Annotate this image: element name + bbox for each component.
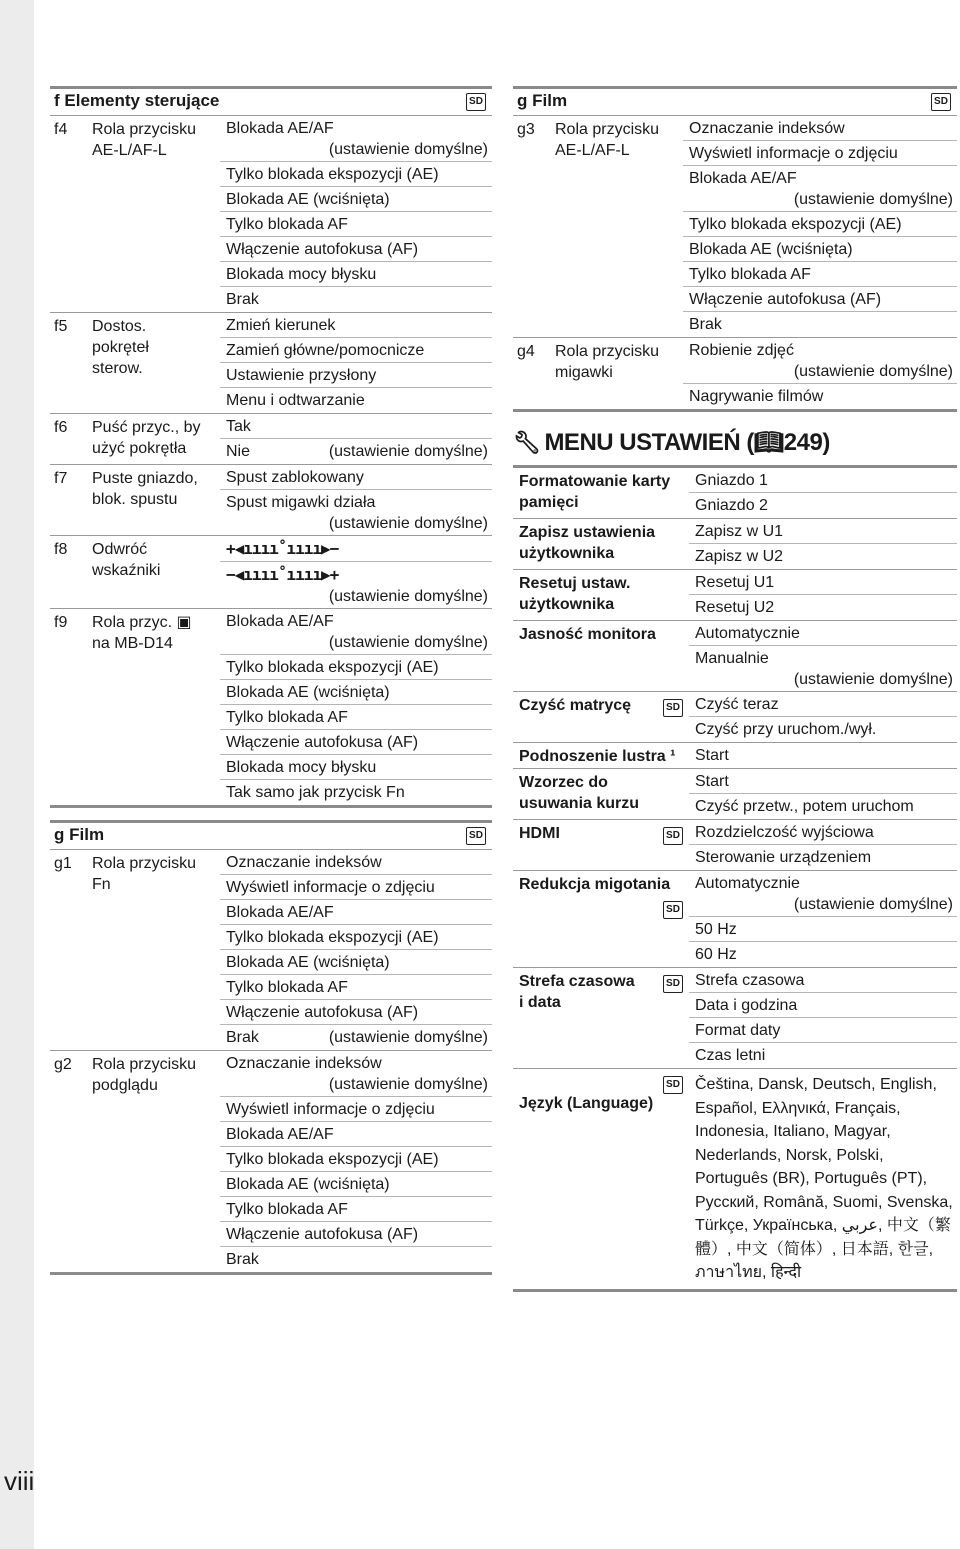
option-label: Nagrywanie filmów (689, 388, 824, 405)
option (689, 1043, 957, 1068)
default-marker: (ustawienie domyślne) (793, 671, 953, 688)
setup-row (513, 743, 957, 769)
option-label: Zapisz w U1 (695, 523, 784, 540)
option-label: Zmień kierunek (226, 317, 336, 334)
option-label: Blokada AE/AF (226, 613, 334, 630)
setting-code: f9 (54, 614, 68, 631)
sd-icon: SD (663, 975, 683, 993)
option-label: 50 Hz (695, 921, 737, 938)
right-column (513, 86, 957, 1292)
option-label: Czyść przy uruchom./wył. (695, 721, 877, 738)
setup-item-label: Formatowanie karty pamięci (519, 473, 671, 511)
setting-label: Odwróć wskaźniki (92, 541, 161, 579)
option-label: Zapisz w U2 (695, 548, 784, 565)
option (689, 743, 957, 768)
setup-item-label: Czyść matrycę SD (513, 692, 689, 742)
language-row (513, 1069, 957, 1292)
setting-code: f4 (54, 121, 68, 138)
option (220, 287, 492, 312)
option (220, 187, 492, 212)
option (220, 1051, 492, 1097)
option-label: Oznaczanie indeksów (226, 854, 382, 871)
setting-row-f6 (50, 414, 492, 465)
option (220, 875, 492, 900)
option-label: Automatycznie (695, 625, 800, 642)
setup-item-label: Strefa czasowa i data SD (513, 968, 689, 1068)
setting-label: Rola przycisku AE-L/AF-L (555, 121, 660, 159)
setup-row (513, 820, 957, 871)
option-label: Czas letni (695, 1047, 766, 1064)
option (220, 414, 492, 439)
option-label: Sterowanie urządzeniem (695, 849, 872, 866)
option (683, 141, 957, 166)
option-label: Włączenie autofokusa (AF) (226, 241, 419, 258)
option (220, 925, 492, 950)
setting-code: g1 (54, 855, 72, 872)
option-label: Start (695, 747, 729, 764)
option-label: Włączenie autofokusa (AF) (226, 1226, 419, 1243)
option (683, 116, 957, 141)
option-label: Blokada AE (wciśnięta) (226, 684, 390, 701)
option-label: Czyść teraz (695, 696, 779, 713)
page-number: viii (4, 1466, 35, 1496)
section-header-f (50, 86, 492, 116)
option (689, 769, 957, 794)
default-marker: (ustawienie domyślne) (328, 1076, 488, 1093)
option (683, 212, 957, 237)
default-marker: (ustawienie domyślne) (328, 634, 488, 651)
setup-item-label: Jasność monitora (519, 626, 656, 643)
default-marker: (ustawienie domyślne) (328, 141, 488, 158)
option-label: Data i godzina (695, 997, 798, 1014)
default-marker: (ustawienie domyślne) (793, 363, 953, 380)
option (220, 950, 492, 975)
option-label: Czyść przetw., potem uruchom (695, 798, 914, 815)
option (220, 536, 492, 562)
option-label: Włączenie autofokusa (AF) (226, 734, 419, 751)
option (683, 312, 957, 337)
option (220, 388, 492, 413)
sd-icon: SD (663, 699, 683, 717)
wrench-icon: 🔧︎ (513, 430, 541, 455)
option-label: Manualnie (695, 650, 769, 667)
option (220, 363, 492, 388)
option-label: Brak (689, 316, 722, 333)
option-label: Resetuj U1 (695, 574, 775, 591)
option (220, 730, 492, 755)
option-label: Tylko blokada AF (689, 266, 811, 283)
option-label: Tylko blokada AF (226, 709, 348, 726)
option (220, 900, 492, 925)
option (220, 755, 492, 780)
option-label: Wyświetl informacje o zdjęciu (226, 879, 435, 896)
option-label: Oznaczanie indeksów (689, 120, 845, 137)
setup-item-label: Redukcja migotania SD (513, 871, 689, 967)
setting-code: g2 (54, 1056, 72, 1073)
option (220, 212, 492, 237)
option-label: Ustawienie przysłony (226, 367, 377, 384)
option (689, 646, 957, 691)
sd-icon: SD (931, 93, 951, 111)
setting-row-f8 (50, 536, 492, 609)
option (220, 975, 492, 1000)
setting-label: Rola przycisku AE-L/AF-L (92, 121, 197, 159)
setup-row (513, 692, 957, 743)
option (689, 519, 957, 544)
option-label: Resetuj U2 (695, 599, 775, 616)
setting-label: Rola przycisku migawki (555, 343, 660, 381)
setting-row-f4 (50, 116, 492, 313)
setup-row (513, 769, 957, 820)
option-label: Gniazdo 1 (695, 472, 768, 489)
option-label: Brak (226, 291, 259, 308)
option-label: Blokada AE (wciśnięta) (689, 241, 853, 258)
option-label: Strefa czasowa (695, 972, 805, 989)
option (683, 237, 957, 262)
language-list: Čeština, Dansk, Deutsch, English, Español, Ελληνικά, Français, Indonesia, Italiano, Magyar, Nederlands, Norsk, Polski, Português (BR), Português (PT), Русский, Română, Suomi, Svenska, Türkçe, Українська, عربي, 中文（繁體）, 中文（简体）, 日本語, 한글, ภาษาไทย, हिन्दी (695, 1076, 953, 1281)
setting-label: Rola przycisku Fn (92, 855, 197, 893)
option (220, 1097, 492, 1122)
option-label: Blokada AE (wciśnięta) (226, 954, 390, 971)
option-label: Tylko blokada ekspozycji (AE) (226, 166, 439, 183)
option (689, 621, 957, 646)
option-label: Blokada AE/AF (689, 170, 797, 187)
option (220, 1247, 492, 1272)
default-marker: (ustawienie domyślne) (328, 443, 488, 460)
option (220, 609, 492, 655)
option (689, 794, 957, 819)
option-label: Tylko blokada ekspozycji (AE) (226, 1151, 439, 1168)
option-label: Włączenie autofokusa (AF) (226, 1004, 419, 1021)
section-f-table (50, 116, 492, 808)
option (689, 845, 957, 870)
default-marker: (ustawienie domyślne) (793, 896, 953, 913)
option (689, 993, 957, 1018)
option (220, 1000, 492, 1025)
setup-item-label: Wzorzec do usuwania kurzu (519, 774, 640, 812)
option-label: Blokada mocy błysku (226, 266, 377, 283)
option (689, 468, 957, 493)
option-label: Wyświetl informacje o zdjęciu (689, 145, 898, 162)
option-label: −◀ıııı˚ıııı▶+ (226, 565, 339, 584)
option (220, 680, 492, 705)
option-label: Blokada AE/AF (226, 1126, 334, 1143)
option (689, 692, 957, 717)
option-label: Blokada AE (wciśnięta) (226, 191, 390, 208)
setup-item-label: Resetuj ustaw. użytkownika (519, 575, 631, 613)
setup-row (513, 871, 957, 968)
option-label: Tylko blokada ekspozycji (AE) (226, 659, 439, 676)
setup-item-label: HDMI SD (513, 820, 689, 870)
option-label: Brak (226, 1029, 259, 1046)
setting-label: Dostos. pokręteł sterow. (92, 318, 149, 377)
option (683, 338, 957, 384)
option-label: Tak (226, 418, 251, 435)
setting-row-g1 (50, 850, 492, 1051)
option (220, 338, 492, 363)
setup-menu-title: 🔧︎ MENU USTAWIEŃ (📖︎249) (513, 412, 957, 468)
setting-label: Rola przyc. ▣ na MB-D14 (92, 614, 192, 652)
setting-label: Puść przyc., by użyć pokrętła (92, 419, 201, 457)
page-margin-strip (0, 0, 34, 1549)
setting-code: f8 (54, 541, 68, 558)
option (220, 313, 492, 338)
option (689, 1018, 957, 1043)
option-label: Start (695, 773, 729, 790)
option-label: Blokada AE (wciśnięta) (226, 1176, 390, 1193)
option (220, 1172, 492, 1197)
option-label: Oznaczanie indeksów (226, 1055, 382, 1072)
option (683, 384, 957, 409)
sd-icon: SD (663, 1076, 683, 1094)
option (220, 1222, 492, 1247)
option-label: Tylko blokada ekspozycji (AE) (689, 216, 902, 233)
option-label: Blokada mocy błysku (226, 759, 377, 776)
option (220, 780, 492, 805)
setup-row (513, 621, 957, 692)
option (689, 820, 957, 845)
section-header-g (513, 86, 957, 116)
setting-label: Puste gniazdo, blok. spustu (92, 470, 198, 508)
option-label: +◀ıııı˚ıııı▶− (226, 539, 339, 558)
option-label: Spust zablokowany (226, 469, 364, 486)
option (683, 262, 957, 287)
option (220, 1025, 492, 1050)
option (220, 162, 492, 187)
option-label: Tylko blokada ekspozycji (AE) (226, 929, 439, 946)
setting-row-g4 (513, 338, 957, 412)
setting-row-f5 (50, 313, 492, 414)
setting-row-g3 (513, 116, 957, 338)
option-label: Wyświetl informacje o zdjęciu (226, 1101, 435, 1118)
option (683, 287, 957, 312)
section-g-table (513, 116, 957, 412)
default-marker: (ustawienie domyślne) (793, 191, 953, 208)
option (689, 570, 957, 595)
option (220, 850, 492, 875)
option-label: Nie (226, 443, 251, 460)
setup-row (513, 519, 957, 570)
setup-item-label: Zapisz ustawienia użytkownika (519, 524, 656, 562)
sd-icon: SD (663, 827, 683, 845)
default-marker: (ustawienie domyślne) (328, 515, 488, 532)
option (220, 465, 492, 490)
section-title: f Elementy sterujące (54, 91, 220, 110)
option (689, 717, 957, 742)
setting-code: f6 (54, 419, 68, 436)
option (220, 490, 492, 535)
option-label: Gniazdo 2 (695, 497, 768, 514)
setting-row-g2 (50, 1051, 492, 1275)
setting-label: Rola przycisku podglądu (92, 1056, 197, 1094)
option (220, 237, 492, 262)
default-marker: (ustawienie domyślne) (328, 1029, 488, 1046)
sd-icon: SD (466, 93, 486, 111)
option-label: Zamień główne/pomocnicze (226, 342, 425, 359)
section-header-g (50, 820, 492, 850)
option (689, 493, 957, 518)
option (220, 1197, 492, 1222)
option-label: Format daty (695, 1022, 781, 1039)
option-label: Tylko blokada AF (226, 1201, 348, 1218)
setup-row (513, 968, 957, 1069)
sd-icon: SD (663, 901, 683, 919)
option-label: Tylko blokada AF (226, 216, 348, 233)
option-label: Brak (226, 1251, 259, 1268)
option (220, 262, 492, 287)
option (689, 968, 957, 993)
option-label: Blokada AE/AF (226, 904, 334, 921)
sd-icon: SD (466, 827, 486, 845)
option (220, 439, 492, 464)
option-label: 60 Hz (695, 946, 737, 963)
option-label: Automatycznie (695, 875, 800, 892)
option-label: Blokada AE/AF (226, 120, 334, 137)
option-label: Włączenie autofokusa (AF) (689, 291, 882, 308)
option (689, 595, 957, 620)
setup-row (513, 468, 957, 519)
option-label: Rozdzielczość wyjściowa (695, 824, 874, 841)
setting-row-f9 (50, 609, 492, 808)
option (689, 544, 957, 569)
setup-row (513, 570, 957, 621)
option (683, 166, 957, 212)
option (220, 705, 492, 730)
option-label: Robienie zdjęć (689, 342, 794, 359)
section-title: g Film (54, 825, 105, 844)
option (689, 942, 957, 967)
default-marker: (ustawienie domyślne) (328, 588, 488, 605)
option (689, 917, 957, 942)
option (220, 116, 492, 162)
option-label: Menu i odtwarzanie (226, 392, 365, 409)
setup-item-label: Podnoszenie lustra ¹ (519, 748, 676, 765)
book-icon: 📖︎ (753, 429, 784, 456)
section-title: g Film (517, 91, 568, 110)
setting-row-f7 (50, 465, 492, 536)
setting-code: g3 (517, 121, 535, 138)
option (220, 655, 492, 680)
option (220, 1122, 492, 1147)
setting-code: g4 (517, 343, 535, 360)
option (220, 562, 492, 608)
option-label: Tak samo jak przycisk Fn (226, 784, 405, 801)
left-column (50, 86, 492, 1275)
setting-code: f5 (54, 318, 68, 335)
option-label: Spust migawki działa (226, 494, 376, 511)
section-g-table (50, 850, 492, 1275)
option (220, 1147, 492, 1172)
option (689, 871, 957, 917)
language-label: Język (Language) SD (513, 1069, 689, 1289)
setting-code: f7 (54, 470, 68, 487)
setup-menu-table (513, 468, 957, 1069)
option-label: Tylko blokada AF (226, 979, 348, 996)
